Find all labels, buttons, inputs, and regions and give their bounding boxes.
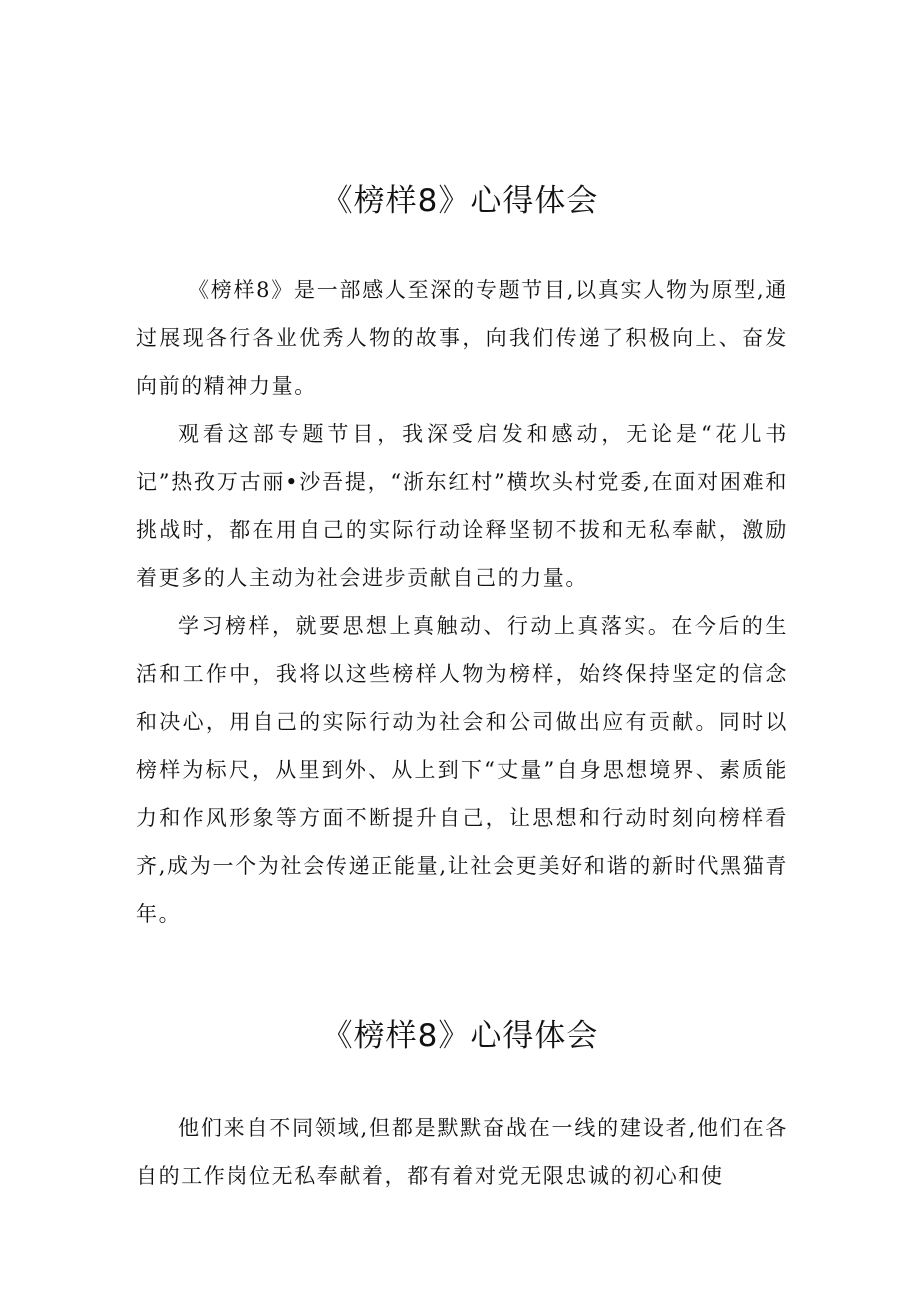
section-1-title: 《榜样8》心得体会 [321, 183, 599, 219]
section-2-title: 《榜样8》心得体会 [321, 1018, 599, 1054]
section-1-paragraph-2: 观看这部专题节目，我深受启发和感动，无论是“花儿书记”热孜万古丽•沙吾提，“浙东红村”横坎头村党委,在面对困难和挑战时，都在用自己的实际行动诠释坚韧不拔和无私奉献，激励着更多的人主动为社会进步贡献自己的力量。 [136, 422, 788, 590]
section-1-paragraph-3: 学习榜样，就要思想上真触动、行动上真落实。在今后的生活和工作中，我将以这些榜样人物为榜样，始终保持坚定的信念和决心，用自己的实际行动为社会和公司做出应有贡献。同时以榜样为标尺，从里到外、从上到下“丈量”自身思想境界、素质能力和作风形象等方面不断提升自己，让思想和行动时刻向榜样看齐,成为一个为社会传递正能量,让社会更美好和谐的新时代黑猫青年。 [136, 614, 788, 926]
section-1-paragraph-1: 《榜样8》是一部感人至深的专题节目,以真实人物为原型,通过展现各行各业优秀人物的故事，向我们传递了积极向上、奋发向前的精神力量。 [136, 278, 788, 398]
section-2-paragraph-1: 他们来自不同领域,但都是默默奋战在一线的建设者,他们在各自的工作岗位无私奉献着，都有着对党无限忠诚的初心和使 [136, 1116, 788, 1188]
